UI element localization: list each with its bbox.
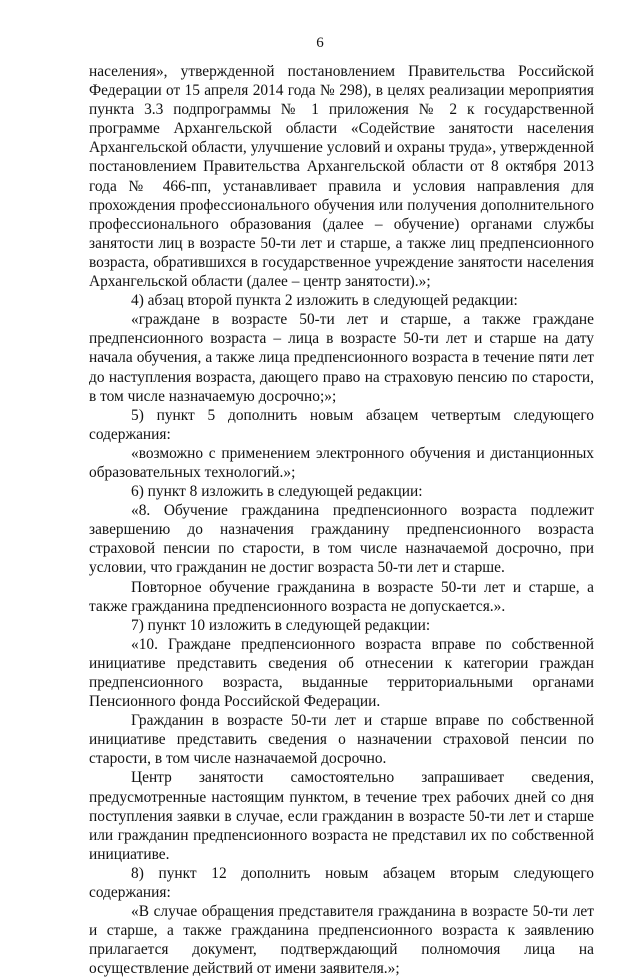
paragraph-item-4: 4) абзац второй пункта 2 изложить в следующей редакции: (131, 292, 518, 310)
paragraph-intro: населения», утвержденной постановлением Правительства Российской Федерации от 15 апреля 2014 года № 298), в целях реализации мероприятия пункта 3.3 подпрограммы № 1 приложения № 2 к государственной программе Архангельской области «Содействие занятости населения Архангельской области, улучшение условий и охраны труда», утвержденной постановлением Правительства Архангельской области от 8 октября 2013 года № 466-пп, устанавливает правила и условия направления для прохождения профессионального обучения или получения дополнительного профессионального образования (далее – обучение) органами службы занятости лиц в возрасте 50-ти лет и старше, а также лиц предпенсионного возраста, обратившихся в государственное учреждение занятости населения Архангельской области (далее – центр занятости).»; (89, 63, 594, 291)
paragraph-item-5-quote: «возможно с применением электронного обучения и дистанционных образовательных технологий.»; (89, 444, 594, 481)
paragraph-item-7-quote-2: Гражданин в возрасте 50-ти лет и старше вправе по собственной инициативе представить сведения о назначении страховой пенсии по старости, в том числе назначаемой досрочно. (89, 712, 594, 768)
paragraph-item-5: 5) пункт 5 дополнить новым абзацем четвертым следующего содержания: (89, 406, 594, 443)
paragraph-item-4-quote: «граждане в возрасте 50-ти лет и старше, а также граждане предпенсионного возраста – лица в возрасте 50-ти лет и старше на дату начала обучения, а также лица предпенсионного возраста в течение пяти лет до наступления возраста, дающего право на страховую пенсию по старости, в том числе назначаемую досрочно;»; (89, 311, 594, 405)
paragraph-item-6: 6) пункт 8 изложить в следующей редакции: (131, 483, 423, 501)
paragraph-item-6-quote-1: «8. Обучение гражданина предпенсионного возраста подлежит завершению до назначения гражданину предпенсионного возраста страховой пенсии по старости, в том числе назначаемой досрочно, при условии, что гражданин не достиг возраста 50-ти лет и старше. (89, 502, 594, 577)
paragraph-item-7: 7) пункт 10 изложить в следующей редакции: (131, 616, 431, 634)
page-number: 6 (316, 35, 324, 51)
paragraph-item-7-quote-3: Центр занятости самостоятельно запрашивает сведения, предусмотренные настоящим пунктом, в течение трех рабочих дней со дня поступления заявки в случае, если гражданин в возрасте 50-ти лет и старше или гражданин предпенсионного возраста не представил их по собственной инициативе. (89, 769, 594, 863)
paragraph-item-8-quote: «В случае обращения представителя гражданина в возрасте 50-ти лет и старше, а также гражданина предпенсионного возраста к заявлению прилагается документ, подтверждающий полномочия лица на осуществление действий от имени заявителя.»; (89, 903, 594, 978)
document-body (89, 62, 594, 979)
paragraph-item-6-quote-2: Повторное обучение гражданина в возрасте 50-ти лет и старше, а также гражданина предпенсионного возраста не допускается.». (89, 578, 594, 615)
paragraph-item-7-quote-1: «10. Граждане предпенсионного возраста вправе по собственной инициативе представить сведения об отнесении к категории граждан предпенсионного возраста, выданные территориальными органами Пенсионного фонда Российской Федерации. (89, 635, 594, 711)
paragraph-item-8: 8) пункт 12 дополнить новым абзацем вторым следующего содержания: (89, 864, 594, 902)
